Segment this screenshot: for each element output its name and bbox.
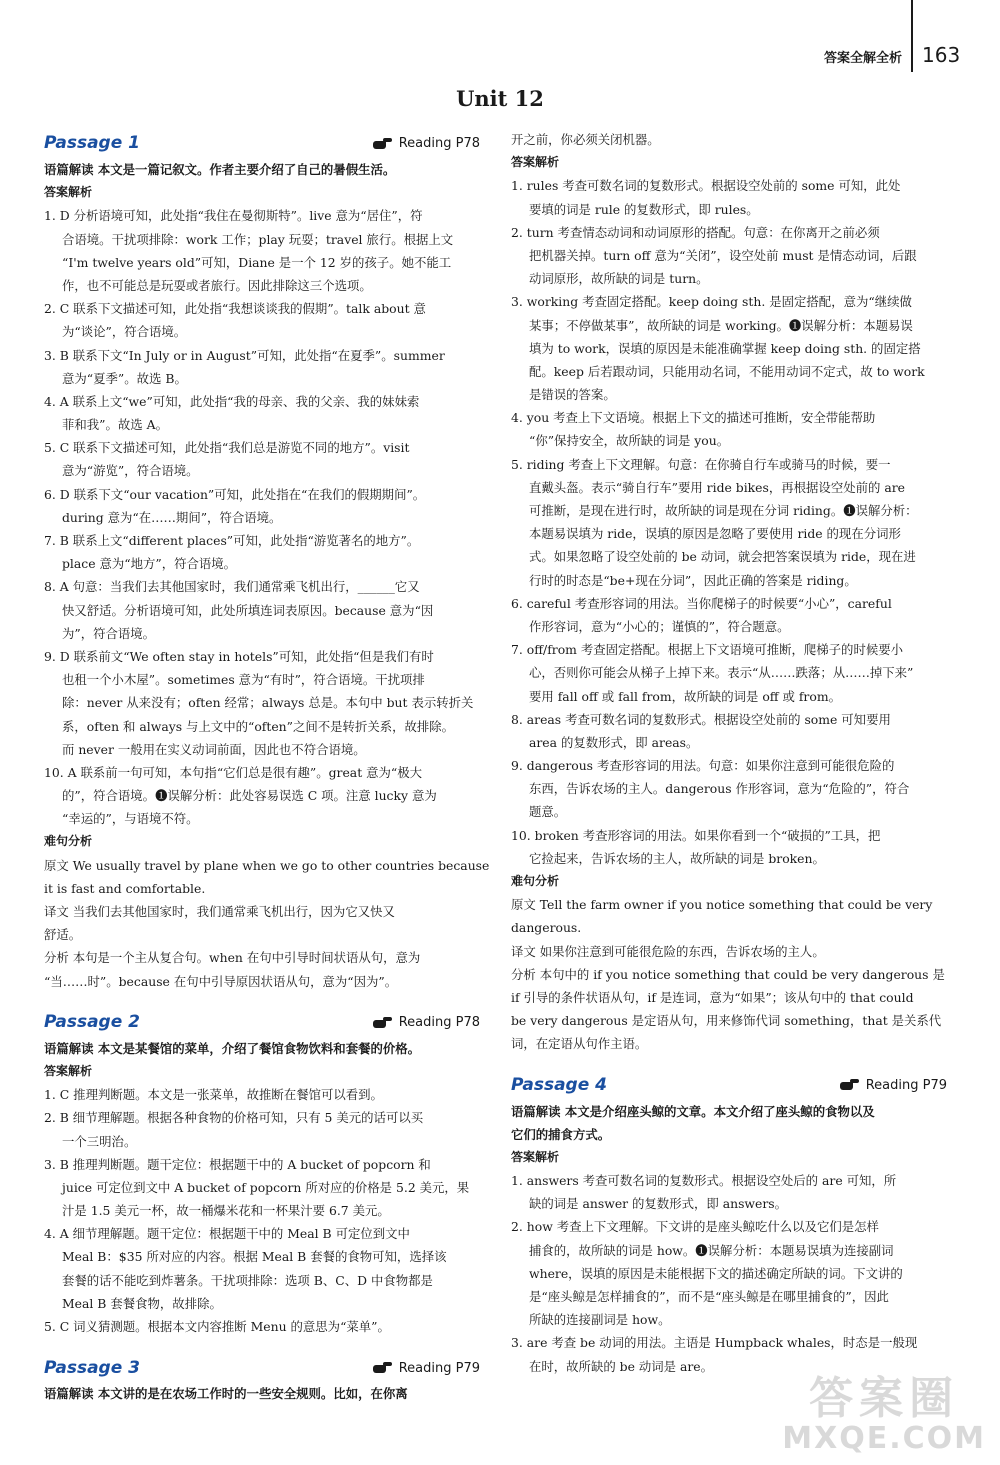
section-label: 难句分析: [44, 834, 93, 849]
text-line: 作，也不可能总是玩耍或者旅行。因此排除这三个选项。: [62, 277, 372, 293]
text-line: 语篇解读 本文讲的是在农场工作时的一些安全规则。比如，在你离: [44, 1386, 408, 1402]
text-line: 1. C 推理判断题。本文是一张菜单，故推断在餐馆可以看到。: [44, 1087, 383, 1103]
text-line: 6. D 联系下文“our vacation”可知，此处指在“在我们的假期期间”。: [44, 486, 426, 502]
text-line: 也租一个小木屋”。sometimes 意为“有时”，符合语境。干扰项排: [62, 672, 425, 688]
passage-4-body: [511, 1100, 957, 1378]
text-line: 套餐的话不能吃到炸薯条。干扰项排除：选项 B、C、D 中食物都是: [62, 1272, 433, 1288]
text-line: 捕食的，故所缺的词是 how。❶误解分析：本题易误填为连接副词: [529, 1242, 894, 1258]
text-line: 2. C 联系下文描述可知，此处指“我想谈谈我的假期”。talk about 意: [44, 301, 426, 317]
text-line: 2. how 考查上下文理解。下文讲的是座头鲸吃什么以及它们是怎样: [511, 1219, 879, 1235]
text-line: 是“座头鲸是怎样捕食的”，而不是“座头鲸是在哪里捕食的”，因此: [529, 1289, 889, 1304]
passage-3-body: [511, 128, 957, 1056]
text-line: 心，否则你可能会从梯子上掉下来。表示“从……跌落；从……掉下来”: [529, 665, 914, 681]
text-line: 语篇解读 本文是某餐馆的菜单，介绍了餐馆食物饮料和套餐的价格。: [44, 1040, 421, 1056]
section-label: 答案解析: [44, 1063, 93, 1078]
right-column: [511, 128, 957, 1428]
text-line: Meal B：$35 所对应的内容。根据 Meal B 套餐的食物可知，选择该: [62, 1249, 447, 1265]
text-line: Meal B 套餐食物，故排除。: [62, 1295, 222, 1311]
text-line: 除：never 从来没有；often 经常；always 总是。本句中 but 表示转折关: [62, 695, 474, 711]
watermark-url: MXQE.COM: [782, 1421, 986, 1456]
text-line: 所缺的连接副词是 how。: [529, 1312, 671, 1328]
text-line: 8. areas 考查可数名词的复数形式。根据设空处前的 some 可知要用: [511, 711, 891, 727]
left-column: [44, 128, 490, 1428]
text-line: 一个三明治。: [62, 1133, 137, 1149]
text-line: 缺的词是 answer 的复数形式，即 answers。: [529, 1196, 788, 1212]
text-line: if 引导的条件状语从句，if 是连词，意为“如果”；该从句中的 that could: [511, 989, 914, 1005]
text-line: 某事；不停做某事”，故所缺的词是 working。❶误解分析：本题易误: [529, 317, 913, 333]
text-line: 为“谈论”，符合语境。: [62, 324, 187, 340]
text-line: 汁是 1.5 美元一杯，故一桶爆米花和一杯果汁要 6.7 美元。: [62, 1203, 390, 1219]
text-line: 填为 to work，误填的原因是未能准确掌握 keep doing sth. 的固定搭: [529, 340, 921, 356]
section-label: 答案解析: [44, 185, 93, 200]
text-line: 3. B 推理判断题。题干定位：根据题干中的 A bucket of popcorn 和: [44, 1156, 431, 1172]
pointing-hand-icon: [373, 138, 393, 150]
text-line: 是错误的答案。: [529, 387, 616, 403]
text-line: 7. B 联系上文“different places”可知，此处指“游览著名的地方”。: [44, 533, 420, 548]
passage-title: Passage 1: [44, 133, 140, 154]
text-line: 的”，符合语境。❶误解分析：此处容易误选 C 项。注意 lucky 意为: [62, 788, 437, 804]
section-label: 难句分析: [511, 874, 560, 888]
text-line: 要用 fall off 或 fall from，故所缺的词是 off 或 from。: [529, 688, 841, 704]
text-line: 9. dangerous 考查形容词的用法。句意：如果你注意到可能很危险的: [511, 758, 895, 774]
text-line: 5. C 联系下文描述可知，此处指“我们总是游览不同的地方”。visit: [44, 440, 410, 456]
pointing-hand-icon: [840, 1079, 860, 1091]
text-line: 舒适。: [44, 927, 82, 943]
text-line: 配。keep 后若跟动词，只能用动名词，不能用动词不定式，故 to work: [529, 363, 925, 379]
reading-reference: Reading P79: [840, 1074, 957, 1097]
text-line: 3. are 考查 be 动词的用法。主语是 Humpback whales，时态是一般现: [511, 1335, 918, 1351]
page-header: [0, 0, 1000, 72]
text-line: 7. off/from 考查固定搭配。根据上下文语境可推断，爬梯子的时候要小: [511, 642, 904, 658]
text-line: 动词原形，故所缺的词是 turn。: [529, 271, 709, 287]
passage-title: Passage 3: [44, 1357, 140, 1378]
text-line: 意为“夏季”。故选 B。: [62, 370, 187, 386]
text-line: 1. rules 考查可数名词的复数形式。根据设空处前的 some 可知，此处: [511, 178, 901, 194]
text-line: 在时，故所缺的 be 动词是 are。: [529, 1358, 714, 1374]
passage-2-body: [44, 1037, 490, 1338]
text-line: 作形容词，意为“小心的；谨慎的”，符合题意。: [529, 618, 790, 634]
text-line: 行时的时态是“be+现在分词”，因此正确的答案是 riding。: [529, 572, 857, 588]
passage-heading: [44, 1354, 490, 1382]
text-line: 系，often 和 always 与上文中的“often”之间不是转折关系，故排除。: [62, 718, 455, 734]
text-line: 直戴头盔。表示“骑自行车”要用 ride bikes，再根据设空处前的 are: [529, 479, 905, 495]
text-line: place 意为“地方”，符合语境。: [62, 556, 237, 572]
text-line: dangerous.: [511, 920, 582, 936]
pointing-hand-icon: [373, 1017, 393, 1029]
page-number: 163: [922, 43, 961, 67]
passage-3-intro: [44, 1382, 490, 1405]
text-line: “幸运的”，与语境不符。: [62, 811, 199, 827]
section-label: 答案解析: [511, 155, 560, 170]
passage-1-body: [44, 158, 490, 993]
passage-title: Passage 4: [511, 1074, 607, 1095]
text-line: 6. careful 考查形容词的用法。当你爬梯子的时候要“小心”，careful: [511, 595, 892, 611]
text-line: area 的复数形式，即 areas。: [529, 734, 699, 750]
text-line: where，误填的原因是未能根据下文的描述确定所缺的词。下文讲的: [529, 1265, 903, 1281]
text-line: “I'm twelve years old”可知，Diane 是一个 12 岁的孩子。她不能工: [62, 254, 452, 270]
text-line: 4. you 考查上下文语境。根据上下文的描述可推断，安全带能帮助: [511, 410, 876, 426]
reading-reference: Reading P78: [373, 132, 490, 155]
text-line: 语篇解读 本文是一篇记叙文。作者主要介绍了自己的暑假生活。: [44, 162, 396, 177]
text-line: 原文 We usually travel by plane when we go to other countries because: [44, 857, 490, 873]
text-line: 合语境。干扰项排除：work 工作；play 玩耍；travel 旅行。根据上文: [62, 231, 454, 247]
text-line: “你”保持安全，故所缺的词是 you。: [529, 433, 730, 449]
text-line: 它捡起来，告诉农场的主人，故所缺的词是 broken。: [529, 850, 825, 866]
text-line: 9. D 联系前文“We often stay in hotels”可知，此处指“但是我们有时: [44, 648, 434, 664]
text-line: 原文 Tell the farm owner if you notice something that could be very: [511, 897, 933, 913]
text-line: 5. C 词义猜测题。根据本文内容推断 Menu 的意思为“菜单”。: [44, 1319, 390, 1334]
text-line: 意为“游览”，符合语境。: [62, 463, 199, 479]
header-divider: [911, 0, 913, 72]
text-line: 东西，告诉农场的主人。dangerous 作形容词，意为“危险的”，符合: [529, 781, 910, 797]
text-line: 式。如果忽略了设空处前的 be 动词，就会把答案误填为 ride，现在进: [529, 549, 916, 565]
passage-heading: [44, 130, 490, 158]
unit-title: Unit 12: [456, 86, 544, 111]
reading-reference: Reading P79: [373, 1357, 490, 1380]
text-line: 题意。: [529, 804, 567, 820]
text-line: 菲和我”。故选 A。: [62, 417, 168, 433]
text-line: 可推断，是现在进行时，故所缺的词是现在分词 riding。❶误解分析：: [529, 503, 918, 518]
text-line: 10. A 联系前一句可知，本句指“它们总是很有趣”。great 意为“极大: [44, 764, 423, 780]
text-line: 它们的捕食方式。: [511, 1126, 611, 1142]
text-line: 3. B 联系下文“In July or in August”可知，此处指“在夏季”。summer: [44, 347, 445, 363]
text-line: 词，在定语从句作主语。: [511, 1036, 648, 1052]
text-line: 译文 如果你注意到可能很危险的东西，告诉农场的主人。: [511, 943, 825, 959]
passage-heading: [44, 1009, 490, 1037]
text-line: 把机器关掉。turn off 意为“关闭”，设空处前 must 是情态动词，后跟: [529, 247, 917, 263]
text-line: 1. answers 考查可数名词的复数形式。根据设空处后的 are 可知，所: [511, 1173, 897, 1189]
text-line: be very dangerous 是定语从句，用来修饰代词 something，that 是关系代: [511, 1013, 942, 1029]
text-line: 5. riding 考查上下文理解。句意：在你骑自行车或骑马的时候，要一: [511, 456, 891, 472]
watermark-logo: [782, 1375, 986, 1455]
text-line: 3. working 考查固定搭配。keep doing sth. 是固定搭配，意为“继续做: [511, 294, 912, 310]
text-line: 开之前，你必须关闭机器。: [511, 132, 660, 147]
text-line: 要填的词是 rule 的复数形式，即 rules。: [529, 201, 759, 217]
header-title: 答案全解全析: [823, 51, 902, 66]
text-line: 10. broken 考查形容词的用法。如果你看到一个“破损的”工具，把: [511, 827, 881, 843]
passage-heading: [511, 1072, 957, 1100]
text-line: 4. A 细节理解题。题干定位：根据题干中的 Meal B 可定位到文中: [44, 1226, 410, 1242]
watermark-text: 答案圈: [809, 1373, 960, 1424]
passage-title: Passage 2: [44, 1012, 140, 1033]
text-line: 分析 本句是一个主从复合句。when 在句中引导时间状语从句，意为: [44, 950, 421, 966]
text-line: 分析 本句中的 if you notice something that could be very dangerous 是: [511, 966, 945, 982]
text-line: juice 可定位到文中 A bucket of popcorn 所对应的价格是 5.2 美元，果: [62, 1179, 470, 1195]
text-line: 而 never 一般用在实义动词前面，因此也不符合语境。: [62, 741, 366, 757]
section-label: 答案解析: [511, 1149, 560, 1164]
text-line: “当……时”。because 在句中引导原因状语从句，意为“因为”。: [44, 973, 398, 989]
text-line: 快又舒适。分析语境可知，此处所填连词表原因。because 意为“因: [62, 602, 434, 618]
text-line: 8. A 句意：当我们去其他国家时，我们通常乘飞机出行，______它又: [44, 579, 420, 595]
text-line: 语篇解读 本文是介绍座头鲸的文章。本文介绍了座头鲸的食物以及: [511, 1103, 875, 1119]
text-line: 2. B 细节理解题。根据各种食物的价格可知，只有 5 美元的话可以买: [44, 1110, 424, 1126]
text-line: 4. A 联系上文“we”可知，此处指“我的母亲、我的父亲、我的妹妹索: [44, 393, 420, 409]
pointing-hand-icon: [373, 1362, 393, 1374]
text-line: during 意为“在……期间”，符合语境。: [62, 509, 282, 525]
text-line: it is fast and comfortable.: [44, 880, 206, 896]
text-line: 1. D 分析语境可知，此处指“我住在曼彻斯特”。live 意为“居住”，符: [44, 208, 423, 224]
text-line: 为”，符合语境。: [62, 625, 156, 641]
text-line: 本题易误填为 ride，误填的原因是忽略了要使用 ride 的现在分词形: [529, 526, 901, 542]
reading-reference: Reading P78: [373, 1011, 490, 1034]
text-line: 译文 当我们去其他国家时，我们通常乘飞机出行，因为它又快又: [44, 904, 395, 919]
text-line: 2. turn 考查情态动词和动词原形的搭配。句意：在你离开之前必须: [511, 224, 880, 240]
